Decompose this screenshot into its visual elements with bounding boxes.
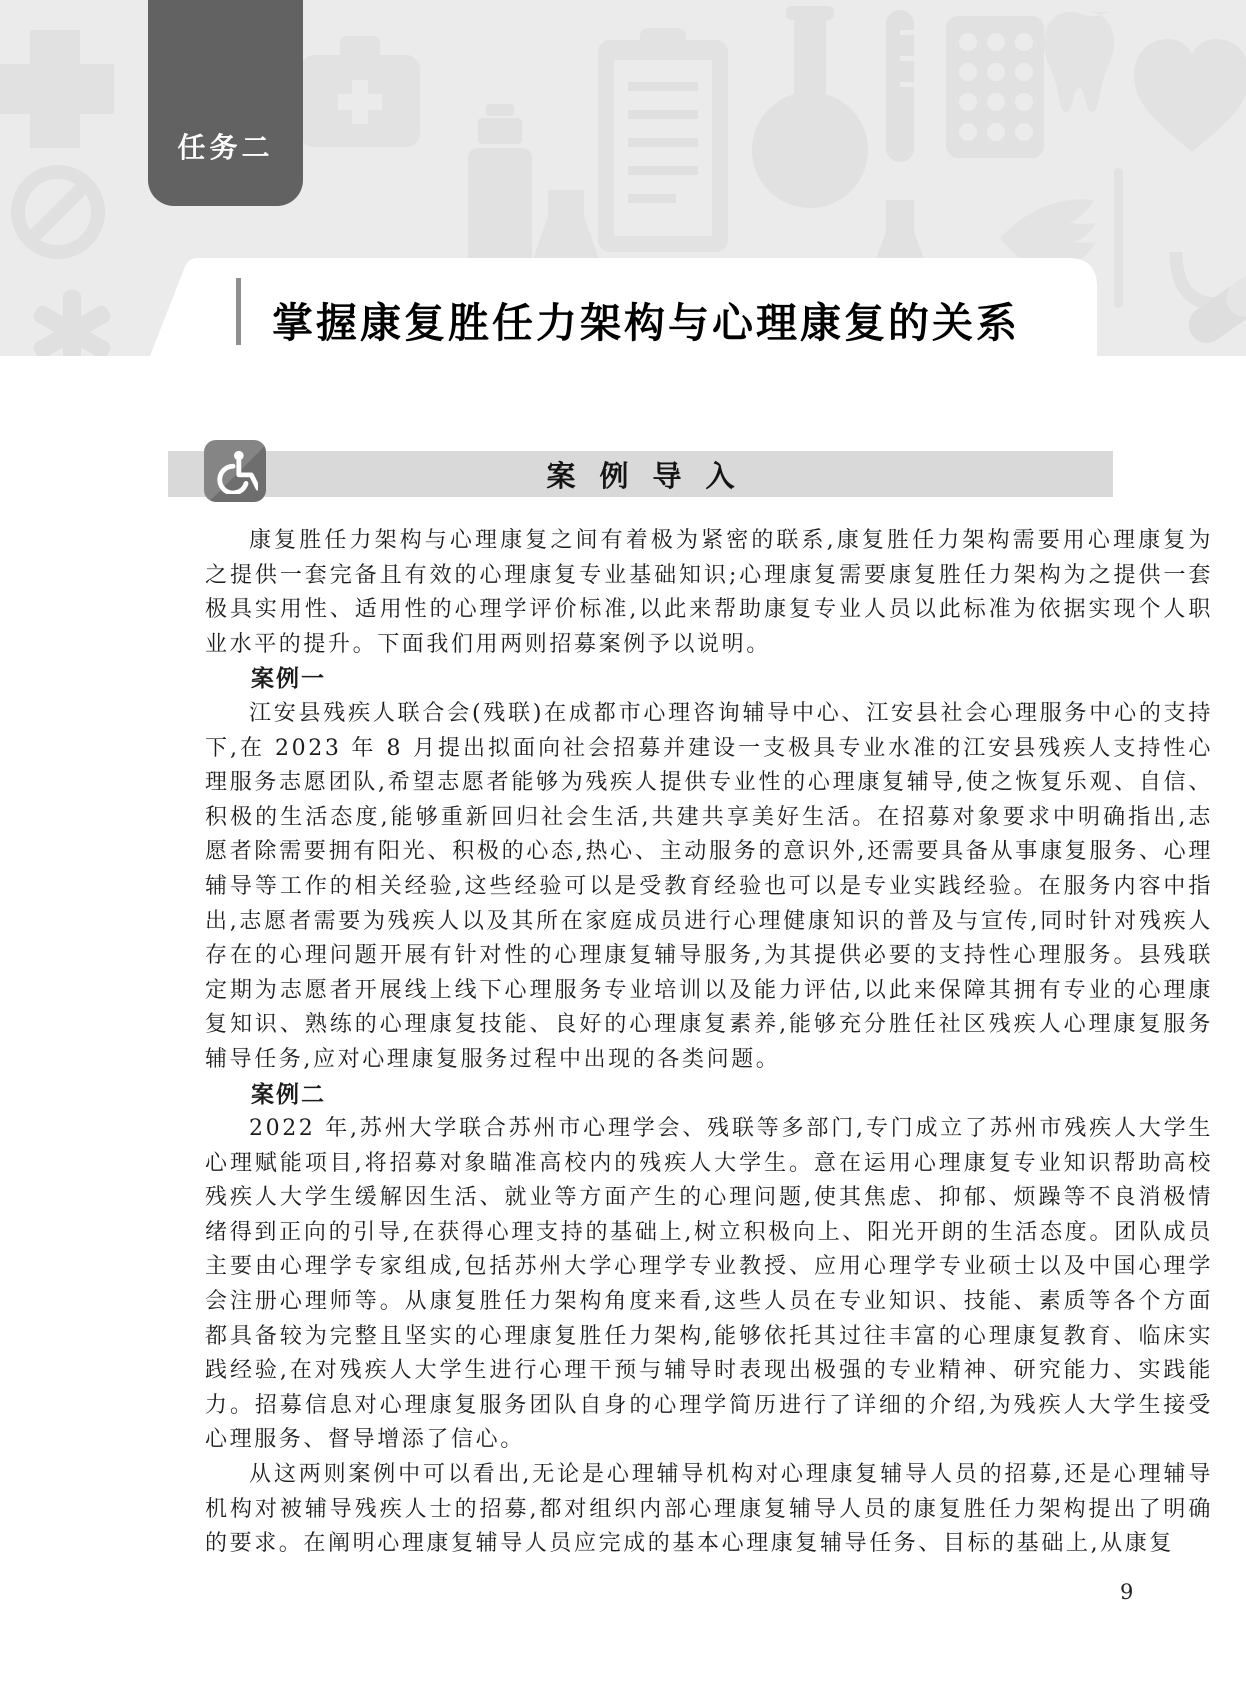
chapter-tab-label: 任务二 bbox=[177, 131, 274, 164]
title-accent-bar bbox=[236, 278, 241, 345]
case-intro-banner-label: 案例导入 bbox=[546, 458, 759, 493]
case-intro-banner bbox=[168, 451, 1113, 497]
page-number: 9 bbox=[1120, 1580, 1134, 1604]
case-two-paragraph: 2022 年,苏州大学联合苏州市心理学会、残联等多部门,专门成立了苏州市残疾人大学生心理赋能项目,将招募对象瞄准高校内的残疾人大学生。意在运用心理康复专业知识帮助高校残疾人大学生缓解因生活、就业等方面产生的心理问题,使其焦虑、抑郁、烦躁等不良消极情绪得到正向的引导,在获得心理支持的基础上,树立积极向上、阳光开朗的生活态度。团队成员主要由心理学专家组成,包括苏州大学心理学专业教授、应用心理学专业硕士以及中国心理学会注册心理师等。从康复胜任力架构角度来看,这些人员在专业知识、技能、素质等各个方面都具备较为完整且坚实的心理康复胜任力架构,能够依托其过往丰富的心理康复教育、临床实践经验,在对残疾人大学生进行心理干预与辅导时表现出极强的专业精神、研究能力、实践能力。招募信息对心理康复服务团队自身的心理学简历进行了详细的介绍,为残疾人大学生接受心理服务、督导增添了信心。 bbox=[205, 1116, 1213, 1453]
wheelchair-badge bbox=[204, 440, 266, 502]
case-two-heading: 案例二 bbox=[251, 1081, 326, 1108]
case-one-paragraph: 江安县残疾人联合会(残联)在成都市心理咨询辅导中心、江安县社会心理服务中心的支持下,在 2023 年 8 月提出拟面向社会招募并建设一支极具专业水准的江安县残疾人支持性心理服务志愿团队,希望志愿者能够为残疾人提供专业性的心理康复辅导,使之恢复乐观、自信、积极的生活态度,能够重新回归社会生活,共建共享美好生活。在招募对象要求中明确指出,志愿者除需要拥有阳光、积极的心态,热心、主动服务的意识外,还需要具备从事康复服务、心理辅导等工作的相关经验,这些经验可以是受教育经验也可以是专业实践经验。在服务内容中指出,志愿者需要为残疾人以及其所在家庭成员进行心理健康知识的普及与宣传,同时针对残疾人存在的心理问题开展有针对性的心理康复辅导服务,为其提供必要的支持性心理服务。县残联定期为志愿者开展线上线下心理服务专业培训以及能力评估,以此来保障其拥有专业的心理康复知识、熟练的心理康复技能、良好的心理康复素养,能够充分胜任社区残疾人心理康复服务辅导任务,应对心理康复服务过程中出现的各类问题。 bbox=[205, 700, 1213, 1072]
case-one-heading: 案例一 bbox=[251, 666, 326, 693]
intro-paragraph: 康复胜任力架构与心理康复之间有着极为紧密的联系,康复胜任力架构需要用心理康复为之提供一套完备且有效的心理康复专业基础知识;心理康复需要康复胜任力架构为之提供一套极具实用性、适用性的心理学评价标准,以此来帮助康复专业人员以此标准为依据实现个人职业水平的提升。下面我们用两则招募案例予以说明。 bbox=[205, 528, 1213, 657]
page-title: 掌握康复胜任力架构与心理康复的关系 bbox=[272, 299, 1020, 347]
wheelchair-icon bbox=[212, 448, 258, 494]
conclusion-paragraph: 从这两则案例中可以看出,无论是心理辅导机构对心理康复辅导人员的招募,还是心理辅导机构对被辅导残疾人士的招募,都对组织内部心理康复辅导人员的康复胜任力架构提出了明确的要求。在阐明心理康复辅导人员应完成的基本心理康复辅导任务、目标的基础上,从康复 bbox=[205, 1462, 1213, 1557]
body-text bbox=[205, 524, 1213, 1562]
